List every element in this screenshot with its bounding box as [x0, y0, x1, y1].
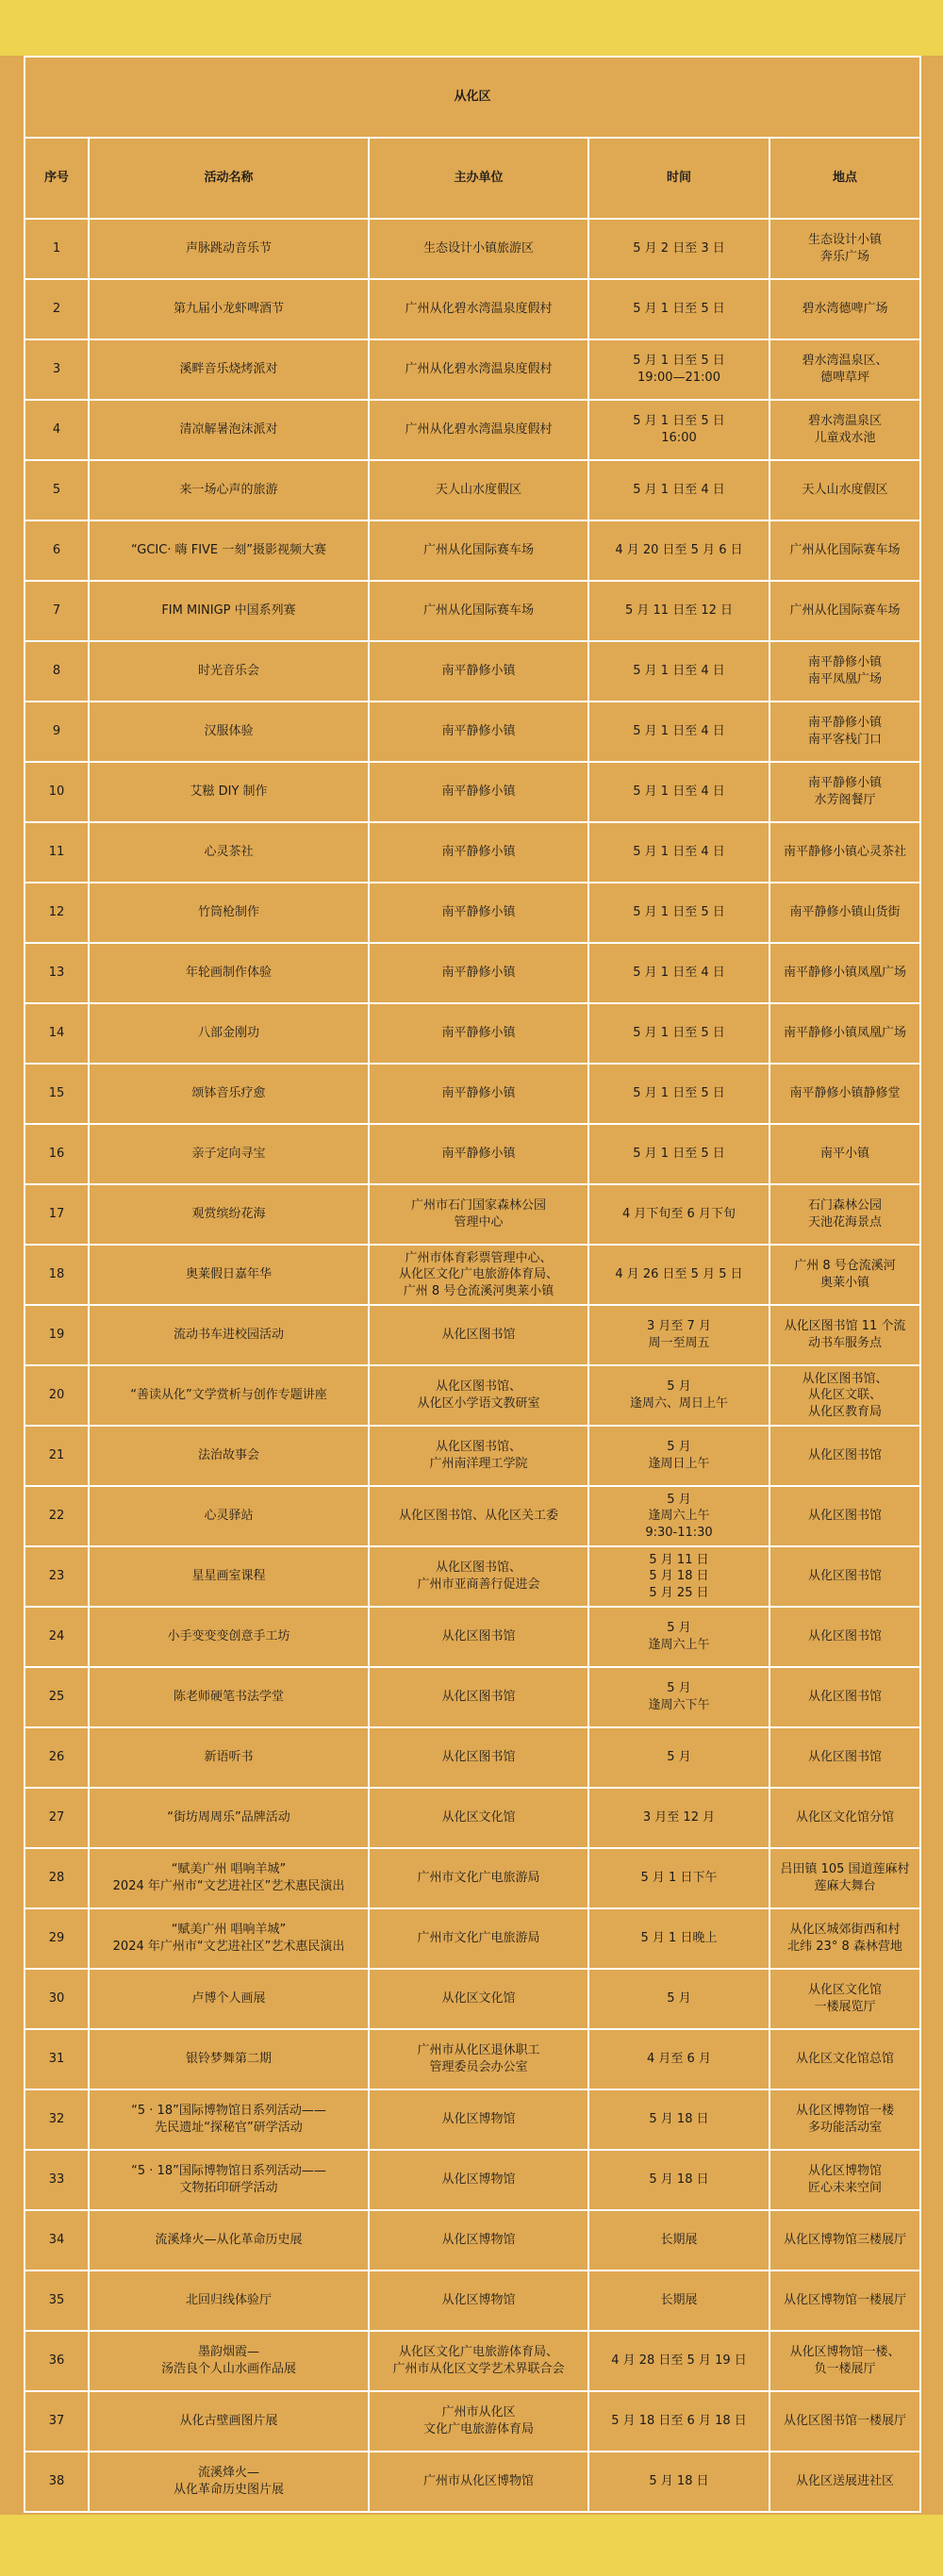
cell-activity-name: 年轮画制作体验 — [89, 943, 369, 1003]
table-row — [25, 1788, 920, 1848]
cell-location: 南平小镇 — [769, 1124, 920, 1184]
table-row — [25, 1245, 920, 1305]
cell-time: 5 月 逢周六上午 — [588, 1607, 769, 1667]
cell-activity-name: “GCIC· 嗨 FIVE 一刻”摄影视频大赛 — [89, 520, 369, 581]
table-row — [25, 460, 920, 520]
cell-time: 5 月 1 日晚上 — [588, 1908, 769, 1969]
cell-organizer: 从化区图书馆 — [369, 1667, 588, 1727]
cell-time: 5 月 18 日 — [588, 2452, 769, 2512]
cell-activity-name: 从化古壁画图片展 — [89, 2391, 369, 2452]
cell-organizer: 南平静修小镇 — [369, 943, 588, 1003]
cell-organizer: 从化区图书馆 — [369, 1727, 588, 1788]
cell-time: 5 月 逢周六上午 9:30-11:30 — [588, 1486, 769, 1546]
cell-index: 9 — [25, 702, 89, 762]
cell-time: 5 月 1 日至 5 日 — [588, 1124, 769, 1184]
table-row — [25, 641, 920, 702]
table-row — [25, 1064, 920, 1124]
cell-activity-name: 流溪烽火— 从化革命历史图片展 — [89, 2452, 369, 2512]
cell-index: 30 — [25, 1969, 89, 2029]
cell-location: 从化区博物馆一楼展厅 — [769, 2271, 920, 2331]
table-row — [25, 2089, 920, 2150]
cell-index: 22 — [25, 1486, 89, 1546]
table-row — [25, 1305, 920, 1365]
cell-organizer: 广州市文化广电旅游局 — [369, 1848, 588, 1908]
cell-time: 5 月 1 日至 5 日 — [588, 1003, 769, 1064]
cell-location: 从化区图书馆 — [769, 1546, 920, 1607]
cell-location: 从化区博物馆一楼 多功能活动室 — [769, 2089, 920, 2150]
cell-index: 18 — [25, 1245, 89, 1305]
cell-time: 4 月 20 日至 5 月 6 日 — [588, 520, 769, 581]
cell-organizer: 广州从化碧水湾温泉度假村 — [369, 339, 588, 400]
table-row — [25, 2029, 920, 2089]
cell-location: 从化区图书馆 — [769, 1667, 920, 1727]
cell-organizer: 广州从化碧水湾温泉度假村 — [369, 279, 588, 339]
cell-activity-name: 陈老师硬笔书法学堂 — [89, 1667, 369, 1727]
cell-location: 广州从化国际赛车场 — [769, 520, 920, 581]
cell-index: 23 — [25, 1546, 89, 1607]
table-row — [25, 1607, 920, 1667]
cell-activity-name: “5 · 18”国际博物馆日系列活动—— 先民遗址“探秘官”研学活动 — [89, 2089, 369, 2150]
cell-time: 5 月 1 日至 5 日 — [588, 883, 769, 943]
cell-location: 南平静修小镇静修堂 — [769, 1064, 920, 1124]
cell-index: 4 — [25, 400, 89, 460]
header-time: 时间 — [588, 138, 769, 219]
cell-activity-name: 声脉跳动音乐节 — [89, 219, 369, 279]
cell-time: 5 月 逢周六、周日上午 — [588, 1365, 769, 1426]
page-background — [0, 56, 943, 2515]
cell-organizer: 从化区图书馆、 从化区小学语文教研室 — [369, 1365, 588, 1426]
cell-organizer: 从化区图书馆、 广州市亚商善行促进会 — [369, 1546, 588, 1607]
cell-organizer: 南平静修小镇 — [369, 641, 588, 702]
cell-organizer: 广州市文化广电旅游局 — [369, 1908, 588, 1969]
cell-activity-name: “5 · 18”国际博物馆日系列活动—— 文物拓印研学活动 — [89, 2150, 369, 2210]
table-row — [25, 1486, 920, 1546]
table-row — [25, 1727, 920, 1788]
table-row — [25, 520, 920, 581]
cell-index: 3 — [25, 339, 89, 400]
cell-organizer: 从化区博物馆 — [369, 2271, 588, 2331]
cell-location: 碧水湾温泉区 儿童戏水池 — [769, 400, 920, 460]
header-activity-name: 活动名称 — [89, 138, 369, 219]
cell-activity-name: 时光音乐会 — [89, 641, 369, 702]
cell-time: 3 月至 7 月 周一至周五 — [588, 1305, 769, 1365]
header-index: 序号 — [25, 138, 89, 219]
table-row — [25, 762, 920, 822]
cell-index: 7 — [25, 581, 89, 641]
cell-activity-name: 观赏缤纷花海 — [89, 1184, 369, 1245]
cell-organizer: 广州市石门国家森林公园 管理中心 — [369, 1184, 588, 1245]
cell-activity-name: 墨韵烟霞— 汤浩良个人山水画作品展 — [89, 2331, 369, 2391]
table-row — [25, 1546, 920, 1607]
cell-location: 南平静修小镇山货街 — [769, 883, 920, 943]
cell-location: 南平静修小镇 水芳阁餐厅 — [769, 762, 920, 822]
table-row — [25, 1003, 920, 1064]
cell-activity-name: 银铃梦舞第二期 — [89, 2029, 369, 2089]
cell-activity-name: “赋美广州 唱响羊城” 2024 年广州市“文艺进社区”艺术惠民演出 — [89, 1908, 369, 1969]
cell-location: 广州从化国际赛车场 — [769, 581, 920, 641]
cell-organizer: 从化区文化馆 — [369, 1969, 588, 2029]
cell-location: 从化区图书馆一楼展厅 — [769, 2391, 920, 2452]
cell-location: 广州 8 号仓流溪河 奥莱小镇 — [769, 1245, 920, 1305]
cell-location: 石门森林公园 天池花海景点 — [769, 1184, 920, 1245]
header-location: 地点 — [769, 138, 920, 219]
cell-activity-name: 八部金刚功 — [89, 1003, 369, 1064]
cell-organizer: 南平静修小镇 — [369, 1064, 588, 1124]
cell-time: 5 月 1 日至 5 日 19:00—21:00 — [588, 339, 769, 400]
cell-index: 37 — [25, 2391, 89, 2452]
cell-time: 5 月 — [588, 1727, 769, 1788]
cell-activity-name: “街坊周周乐”品牌活动 — [89, 1788, 369, 1848]
cell-index: 36 — [25, 2331, 89, 2391]
cell-index: 27 — [25, 1788, 89, 1848]
cell-activity-name: 艾糍 DIY 制作 — [89, 762, 369, 822]
cell-time: 5 月 1 日至 5 日 — [588, 1064, 769, 1124]
table-row — [25, 2391, 920, 2452]
cell-location: 南平静修小镇凤凰广场 — [769, 943, 920, 1003]
cell-location: 南平静修小镇凤凰广场 — [769, 1003, 920, 1064]
cell-index: 24 — [25, 1607, 89, 1667]
cell-index: 26 — [25, 1727, 89, 1788]
cell-index: 25 — [25, 1667, 89, 1727]
cell-organizer: 从化区文化馆 — [369, 1788, 588, 1848]
cell-organizer: 南平静修小镇 — [369, 883, 588, 943]
cell-index: 17 — [25, 1184, 89, 1245]
cell-time: 5 月 逢周日上午 — [588, 1426, 769, 1486]
cell-organizer: 南平静修小镇 — [369, 762, 588, 822]
cell-organizer: 南平静修小镇 — [369, 702, 588, 762]
cell-index: 34 — [25, 2210, 89, 2271]
cell-location: 天人山水度假区 — [769, 460, 920, 520]
cell-time: 5 月 1 日至 5 日 16:00 — [588, 400, 769, 460]
cell-location: 从化区图书馆 — [769, 1607, 920, 1667]
cell-index: 21 — [25, 1426, 89, 1486]
cell-time: 5 月 11 日至 12 日 — [588, 581, 769, 641]
table-row — [25, 1969, 920, 2029]
cell-index: 5 — [25, 460, 89, 520]
table-row — [25, 581, 920, 641]
cell-time: 5 月 — [588, 1969, 769, 2029]
table-row — [25, 1848, 920, 1908]
table-row — [25, 279, 920, 339]
cell-activity-name: 亲子定向寻宝 — [89, 1124, 369, 1184]
cell-index: 13 — [25, 943, 89, 1003]
cell-activity-name: 心灵驿站 — [89, 1486, 369, 1546]
table-row — [25, 2150, 920, 2210]
table-row — [25, 219, 920, 279]
cell-index: 20 — [25, 1365, 89, 1426]
table-row — [25, 1365, 920, 1426]
cell-index: 10 — [25, 762, 89, 822]
cell-location: 从化区文化馆分馆 — [769, 1788, 920, 1848]
cell-organizer: 生态设计小镇旅游区 — [369, 219, 588, 279]
cell-organizer: 从化区文化广电旅游体育局、 广州市从化区文学艺术界联合会 — [369, 2331, 588, 2391]
cell-index: 29 — [25, 1908, 89, 1969]
cell-index: 38 — [25, 2452, 89, 2512]
table-row — [25, 1184, 920, 1245]
cell-index: 2 — [25, 279, 89, 339]
cell-time: 5 月 18 日至 6 月 18 日 — [588, 2391, 769, 2452]
cell-activity-name: 清凉解暑泡沫派对 — [89, 400, 369, 460]
cell-organizer: 广州从化国际赛车场 — [369, 581, 588, 641]
cell-index: 32 — [25, 2089, 89, 2150]
cell-time: 5 月 2 日至 3 日 — [588, 219, 769, 279]
cell-location: 南平静修小镇心灵茶社 — [769, 822, 920, 883]
table-row — [25, 702, 920, 762]
cell-time: 5 月 1 日至 4 日 — [588, 762, 769, 822]
table-row — [25, 822, 920, 883]
cell-time: 5 月 1 日下午 — [588, 1848, 769, 1908]
cell-time: 5 月 逢周六下午 — [588, 1667, 769, 1727]
cell-activity-name: 颂钵音乐疗愈 — [89, 1064, 369, 1124]
cell-location: 从化区文化馆 一楼展览厅 — [769, 1969, 920, 2029]
cell-location: 从化区博物馆三楼展厅 — [769, 2210, 920, 2271]
table-row — [25, 1426, 920, 1486]
table-row — [25, 943, 920, 1003]
cell-organizer: 广州市体育彩票管理中心、 从化区文化广电旅游体育局、 广州 8 号仓流溪河奥莱小镇 — [369, 1245, 588, 1305]
table-row — [25, 2271, 920, 2331]
cell-activity-name: 卢博个人画展 — [89, 1969, 369, 2029]
cell-index: 14 — [25, 1003, 89, 1064]
cell-index: 33 — [25, 2150, 89, 2210]
cell-organizer: 从化区图书馆、 广州南洋理工学院 — [369, 1426, 588, 1486]
cell-location: 从化区博物馆一楼、 负一楼展厅 — [769, 2331, 920, 2391]
cell-activity-name: 星星画室课程 — [89, 1546, 369, 1607]
cell-time: 5 月 1 日至 4 日 — [588, 943, 769, 1003]
table-row — [25, 1124, 920, 1184]
cell-index: 35 — [25, 2271, 89, 2331]
cell-location: 吕田镇 105 国道莲麻村 莲麻大舞台 — [769, 1848, 920, 1908]
cell-activity-name: 第九届小龙虾啤酒节 — [89, 279, 369, 339]
cell-location: 从化区图书馆 — [769, 1486, 920, 1546]
cell-activity-name: 溪畔音乐烧烤派对 — [89, 339, 369, 400]
cell-time: 3 月至 12 月 — [588, 1788, 769, 1848]
cell-activity-name: 来一场心声的旅游 — [89, 460, 369, 520]
table-row — [25, 2331, 920, 2391]
cell-location: 南平静修小镇 南平凤凰广场 — [769, 641, 920, 702]
cell-activity-name: 流溪烽火—从化革命历史展 — [89, 2210, 369, 2271]
cell-location: 碧水湾德啤广场 — [769, 279, 920, 339]
header-organizer: 主办单位 — [369, 138, 588, 219]
cell-time: 5 月 11 日 5 月 18 日 5 月 25 日 — [588, 1546, 769, 1607]
cell-organizer: 从化区博物馆 — [369, 2210, 588, 2271]
page-title: 从化区 — [25, 57, 920, 138]
cell-organizer: 广州从化国际赛车场 — [369, 520, 588, 581]
cell-index: 1 — [25, 219, 89, 279]
cell-time: 5 月 18 日 — [588, 2089, 769, 2150]
cell-time: 5 月 18 日 — [588, 2150, 769, 2210]
cell-time: 5 月 1 日至 4 日 — [588, 641, 769, 702]
cell-index: 12 — [25, 883, 89, 943]
cell-location: 从化区图书馆、 从化区文联、 从化区教育局 — [769, 1365, 920, 1426]
cell-location: 从化区图书馆 — [769, 1727, 920, 1788]
table-row — [25, 2452, 920, 2512]
cell-location: 南平静修小镇 南平客栈门口 — [769, 702, 920, 762]
cell-activity-name: 竹筒枪制作 — [89, 883, 369, 943]
table-row — [25, 1667, 920, 1727]
cell-index: 28 — [25, 1848, 89, 1908]
cell-location: 从化区城郊街西和村 北纬 23° 8 森林营地 — [769, 1908, 920, 1969]
cell-time: 5 月 1 日至 4 日 — [588, 702, 769, 762]
cell-activity-name: 汉服体验 — [89, 702, 369, 762]
cell-activity-name: 流动书车进校园活动 — [89, 1305, 369, 1365]
cell-time: 5 月 1 日至 4 日 — [588, 822, 769, 883]
cell-index: 19 — [25, 1305, 89, 1365]
cell-activity-name: “善读从化”文学赏析与创作专题讲座 — [89, 1365, 369, 1426]
cell-organizer: 从化区博物馆 — [369, 2150, 588, 2210]
cell-activity-name: 法治故事会 — [89, 1426, 369, 1486]
cell-index: 31 — [25, 2029, 89, 2089]
cell-organizer: 从化区图书馆 — [369, 1305, 588, 1365]
cell-index: 11 — [25, 822, 89, 883]
cell-activity-name: FIM MINIGP 中国系列赛 — [89, 581, 369, 641]
cell-time: 5 月 1 日至 5 日 — [588, 279, 769, 339]
cell-time: 5 月 1 日至 4 日 — [588, 460, 769, 520]
cell-activity-name: 小手变变变创意手工坊 — [89, 1607, 369, 1667]
cell-location: 从化区文化馆总馆 — [769, 2029, 920, 2089]
table-row — [25, 2210, 920, 2271]
cell-organizer: 从化区图书馆 — [369, 1607, 588, 1667]
table-row — [25, 339, 920, 400]
cell-activity-name: 心灵茶社 — [89, 822, 369, 883]
cell-organizer: 天人山水度假区 — [369, 460, 588, 520]
cell-location: 碧水湾温泉区、 德啤草坪 — [769, 339, 920, 400]
cell-index: 15 — [25, 1064, 89, 1124]
cell-location: 从化区博物馆 匠心未来空间 — [769, 2150, 920, 2210]
cell-organizer: 广州市从化区退休职工 管理委员会办公室 — [369, 2029, 588, 2089]
cell-location: 生态设计小镇 奔乐广场 — [769, 219, 920, 279]
cell-organizer: 从化区博物馆 — [369, 2089, 588, 2150]
cell-organizer: 广州从化碧水湾温泉度假村 — [369, 400, 588, 460]
cell-organizer: 广州市从化区博物馆 — [369, 2452, 588, 2512]
cell-time: 4 月至 6 月 — [588, 2029, 769, 2089]
cell-organizer: 南平静修小镇 — [369, 1124, 588, 1184]
cell-activity-name: “赋美广州 唱响羊城” 2024 年广州市“文艺进社区”艺术惠民演出 — [89, 1848, 369, 1908]
cell-index: 8 — [25, 641, 89, 702]
cell-location: 从化区送展进社区 — [769, 2452, 920, 2512]
cell-time: 4 月 26 日至 5 月 5 日 — [588, 1245, 769, 1305]
events-table — [24, 56, 921, 2513]
cell-location: 从化区图书馆 11 个流 动书车服务点 — [769, 1305, 920, 1365]
cell-time: 长期展 — [588, 2210, 769, 2271]
cell-index: 16 — [25, 1124, 89, 1184]
cell-location: 从化区图书馆 — [769, 1426, 920, 1486]
table-row — [25, 1908, 920, 1969]
cell-activity-name: 北回归线体验厅 — [89, 2271, 369, 2331]
table-row — [25, 400, 920, 460]
cell-time: 4 月 28 日至 5 月 19 日 — [588, 2331, 769, 2391]
table-row — [25, 883, 920, 943]
cell-organizer: 南平静修小镇 — [369, 822, 588, 883]
cell-organizer: 从化区图书馆、从化区关工委 — [369, 1486, 588, 1546]
cell-index: 6 — [25, 520, 89, 581]
cell-time: 长期展 — [588, 2271, 769, 2331]
cell-organizer: 广州市从化区 文化广电旅游体育局 — [369, 2391, 588, 2452]
cell-time: 4 月下旬至 6 月下旬 — [588, 1184, 769, 1245]
cell-activity-name: 奥莱假日嘉年华 — [89, 1245, 369, 1305]
cell-organizer: 南平静修小镇 — [369, 1003, 588, 1064]
cell-activity-name: 新语听书 — [89, 1727, 369, 1788]
